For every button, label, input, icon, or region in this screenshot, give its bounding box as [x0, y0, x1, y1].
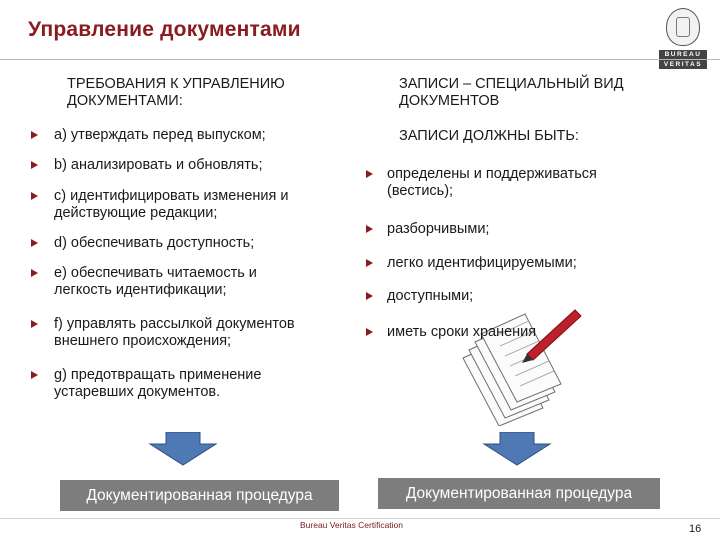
- right-item: доступными;: [387, 288, 474, 304]
- right-bullet-icon: [366, 292, 373, 300]
- slide-title: Управление документами: [28, 18, 301, 41]
- down-arrow-icon: [482, 432, 552, 466]
- footer-divider: [0, 518, 720, 519]
- left-item: d) обеспечивать доступность;: [54, 235, 255, 251]
- left-bullet-icon: [31, 371, 38, 379]
- left-item: e) обеспечивать читаемость и легкость идентификации;: [54, 265, 257, 298]
- right-bullet-icon: [366, 225, 373, 233]
- left-item: f) управлять рассылкой документов внешнего происхождения;: [54, 316, 295, 349]
- right-column-header: ЗАПИСИ – СПЕЦИАЛЬНЫЙ ВИД ДОКУМЕНТОВ: [399, 76, 624, 109]
- right-column-subheader: ЗАПИСИ ДОЛЖНЫ БЫТЬ:: [399, 128, 579, 144]
- page-number: 16: [689, 523, 702, 535]
- bureau-veritas-logo: [655, 8, 711, 68]
- left-bullet-icon: [31, 131, 38, 139]
- left-item: a) утверждать перед выпуском;: [54, 127, 266, 143]
- left-item: b) анализировать и обновлять;: [54, 157, 263, 173]
- logo-seal-icon: [666, 8, 700, 46]
- footer-company: Bureau Veritas Certification: [300, 520, 403, 530]
- left-bullet-icon: [31, 269, 38, 277]
- right-item: разборчивыми;: [387, 221, 490, 237]
- right-item: определены и поддерживаться (вестись);: [387, 166, 597, 199]
- logo-band-bottom: VERITAS: [659, 60, 707, 69]
- procedure-box-left: Документированная процедура: [60, 480, 339, 511]
- left-bullet-icon: [31, 320, 38, 328]
- right-bullet-icon: [366, 259, 373, 267]
- right-item: иметь сроки хранения: [387, 324, 537, 340]
- left-column-header: ТРЕБОВАНИЯ К УПРАВЛЕНИЮ ДОКУМЕНТАМИ:: [67, 76, 285, 109]
- left-bullet-icon: [31, 239, 38, 247]
- left-item: c) идентифицировать изменения и действующие редакции;: [54, 188, 289, 221]
- logo-band-top: BUREAU: [659, 50, 707, 59]
- left-bullet-icon: [31, 161, 38, 169]
- right-item: легко идентифицируемыми;: [387, 255, 577, 271]
- left-item: g) предотвращать применение устаревших документов.: [54, 367, 262, 400]
- procedure-box-right: Документированная процедура: [378, 478, 660, 509]
- down-arrow-icon: [148, 432, 218, 466]
- documents-with-pen-icon: [455, 296, 585, 426]
- right-bullet-icon: [366, 328, 373, 336]
- left-bullet-icon: [31, 192, 38, 200]
- title-divider: [0, 59, 720, 60]
- right-bullet-icon: [366, 170, 373, 178]
